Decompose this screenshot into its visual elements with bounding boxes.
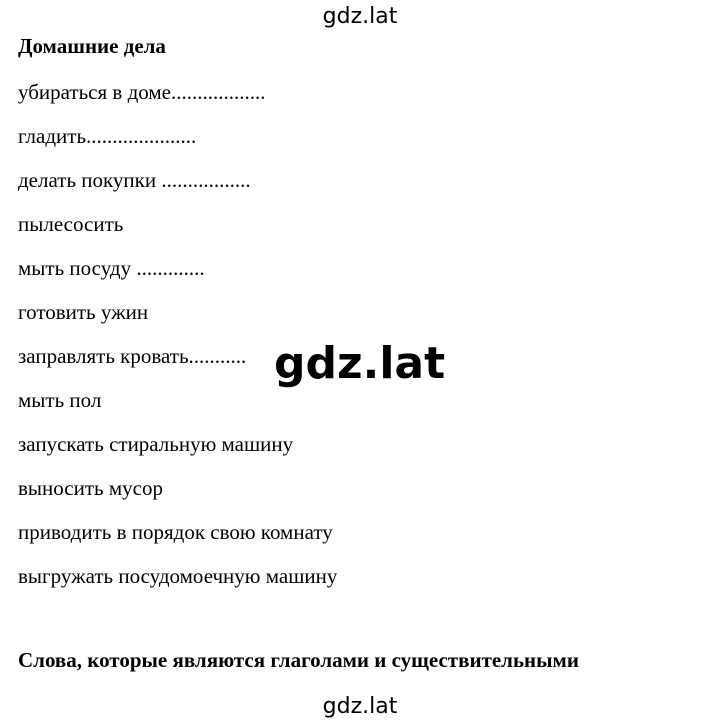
list-item: заправлять кровать........... — [18, 344, 247, 368]
list-item: делать покупки ................. — [18, 168, 251, 192]
list-item: гладить..................... — [18, 124, 197, 148]
watermark-bottom: gdz.lat — [322, 694, 398, 719]
list-item: выгружать посудомоечную машину — [18, 564, 338, 588]
list-item: выносить мусор — [18, 476, 163, 500]
watermark-top: gdz.lat — [322, 4, 398, 29]
list-item: запускать стиральную машину — [18, 432, 294, 456]
list-item: приводить в порядок свою комнату — [18, 520, 333, 544]
list-item: пылесосить — [18, 212, 124, 236]
list-item: убираться в доме.................. — [18, 80, 266, 104]
list-item: мыть пол — [18, 388, 102, 412]
list-item: мыть посуду ............. — [18, 256, 205, 280]
watermark-center: gdz.lat — [272, 336, 447, 392]
list-item: готовить ужин — [18, 300, 149, 324]
section-heading: Домашние дела — [18, 34, 166, 58]
footer-heading: Слова, которые являются глаголами и существительными — [18, 648, 579, 672]
